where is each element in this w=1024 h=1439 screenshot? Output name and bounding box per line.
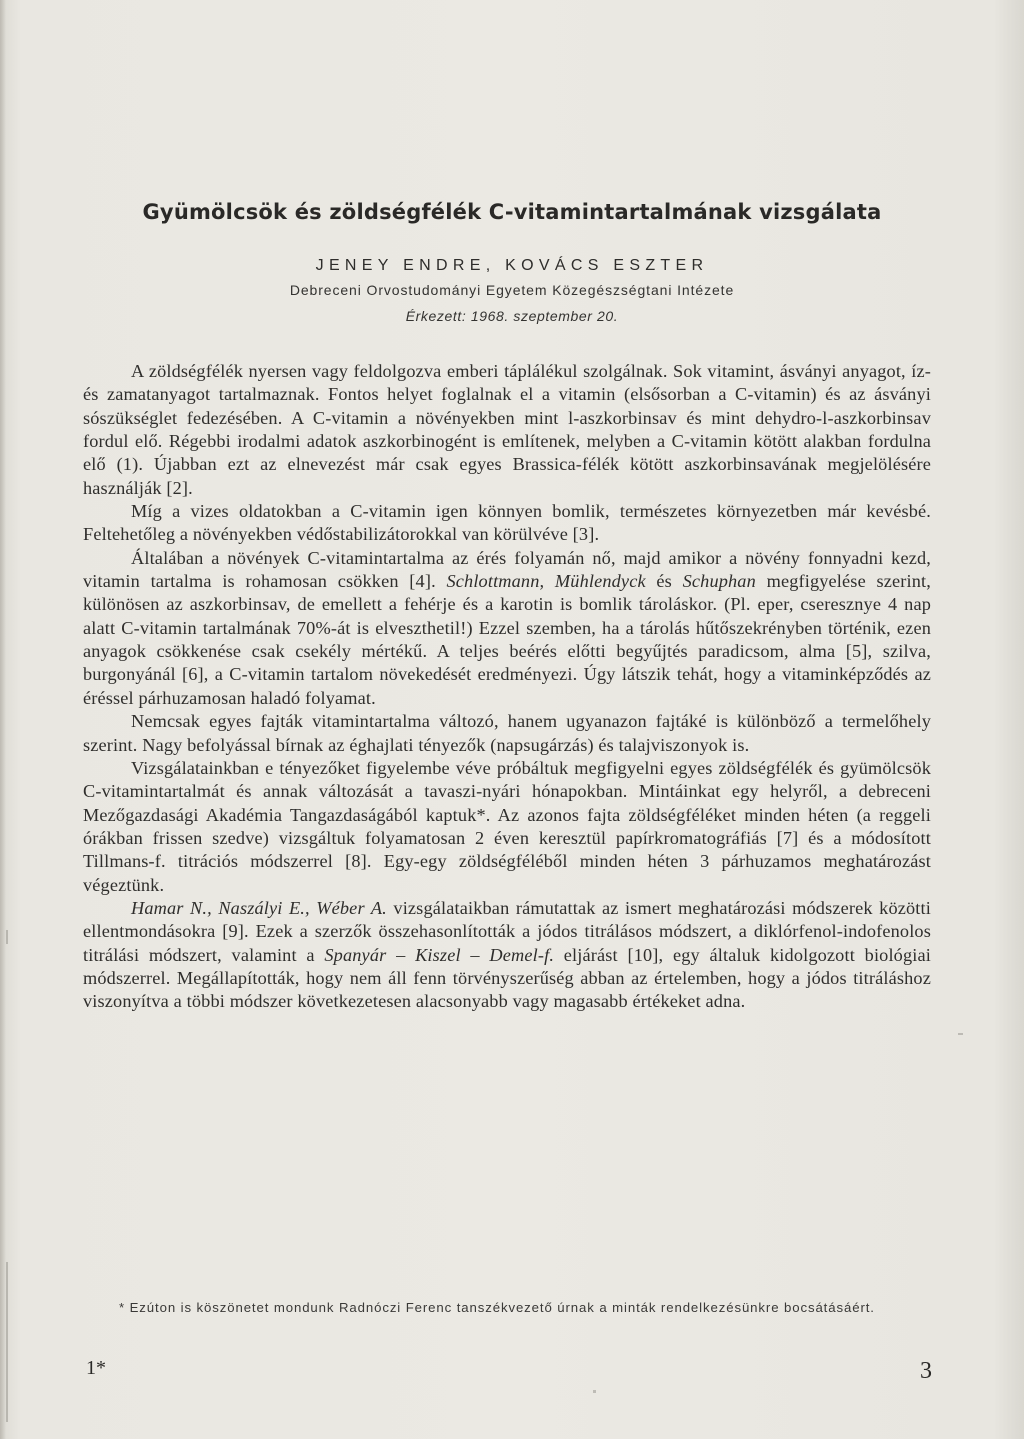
scan-speck: [593, 1390, 596, 1393]
paragraph-3-text-a: Általában a növények C-vitamintartalma az érés folyamán nő, majd amikor a növény fonnyadni kezd, vitamin tartalma is rohamosan csökken [4].: [83, 547, 931, 592]
article-received-date: Érkezett: 1968. szeptember 20.: [405, 308, 619, 324]
scan-speck: [6, 930, 8, 944]
paragraph-4: Nemcsak egyes fajták vitamintartalma változó, hanem ugyanazon fajtáké is különböző a termelőhely szerint. Nagy befolyással bírnak az éghajlati tényezők (napsugárzás) és talajviszonyok is.: [83, 711, 931, 755]
paragraph-3-authors-b: Schuphan: [682, 571, 756, 592]
article-affiliation: Debreceni Orvostudományi Egyetem Közegészségtani Intézete: [289, 282, 735, 298]
paragraph-3-text-e: megfigyelése szerint, különösen az aszkorbinsav, de emellett a fehérje és a karotin is bomlik tároláskor. (Pl. eper, cseresznye 4 nap alatt C-vitamin tartalmának 70%-át is elveszthetil!) Ezzel szemben, ha a tárolás hűtőszekrényben történik, ezen anyagok csökkenése csak csekély mértékű. A teljes beérés előtti begyűjtés paradicsom, alma [5], szilva, burgonyánál [6], a C-vitamin tartalom növekedését eredményezi. Úgy látszik tehát, hogy a vitaminképződés az éréssel párhuzamosan haladó folyamat.: [83, 571, 931, 708]
article-authors: JENEY ENDRE, KOVÁCS ESZTER: [315, 257, 709, 274]
article-body: [83, 360, 931, 1014]
scan-speck: [958, 1033, 963, 1035]
paragraph-1: A zöldségfélék nyersen vagy feldolgozva emberi táplálékul szolgálnak. Sok vitamint, ásványi anyagot, íz- és zamatanyagot tartalmaznak. Fontos helyet foglalnak el a vitamin (elsősorban a C-vitamin) és az ásványi sószükséglet fedezésében. A C-vitamin a növényekben mint l-aszkorbinsav és mint dehydro-l-aszkorbinsav fordul elő. Régebbi irodalmi adatok aszkorbinogént is említenek, melyben a C-vitamin kötött alakban fordulna elő (1). Újabban ezt az elnevezést már csak egyes Brassica-félék kötött aszkorbinsavának megjelölésére használják [2].: [83, 361, 931, 498]
paragraph-6-authors: Hamar N., Naszályi E., Wéber A.: [131, 897, 387, 918]
paragraph-3: [83, 547, 931, 710]
article-title: Gyümölcsök és zöldségfélék C-vitamintartalmának vizsgálata: [142, 200, 882, 224]
paragraph-3-authors-a: Schlottmann, Mühlendyck: [446, 571, 646, 592]
scan-speck: [6, 1262, 8, 1422]
paragraph-6-text-d: eljárást [10], egy általuk kidolgozott biológiai módszerrel. Megállapították, hogy nem áll fenn törvényszerűség abban az értelemben, hogy a jódos titráláshoz viszonyítva a többi módszer következetesen alacsonyabb vagy magasabb értékeket adna.: [83, 944, 931, 1012]
printer-signature-mark: 1*: [86, 1357, 106, 1379]
paragraph-6-method-authors: Spanyár – Kiszel – Demel-f.: [324, 944, 555, 965]
paragraph-3-text-c: és: [645, 571, 683, 592]
paragraph-2: Míg a vizes oldatokban a C-vitamin igen könnyen bomlik, természetes környezetben már kevésbé. Feltehetőleg a növényekben védőstabilizátorokkal van körülvéve [3].: [83, 501, 931, 545]
page-number: 3: [920, 1358, 932, 1384]
footnote: * Ezúton is köszönetet mondunk Radnóczi Ferenc tanszékvezető úrnak a minták rendelkezésünkre bocsátásáért.: [119, 1300, 875, 1315]
paragraph-6: [83, 897, 931, 1014]
paragraph-5: Vizsgálatainkban e tényezőket figyelembe véve próbáltuk megfigyelni egyes zöldségfélék és gyümölcsök C-vitamintartalmát és annak változását a tavaszi-nyári hónapokban. Mintáinkat egy helyről, a debreceni Mezőgazdasági Akadémia Tangazdaságából kaptuk*. Az azonos fajta zöldségféléket minden héten (a reggeli órákban frissen szedve) vizsgáltuk folyamatosan 2 éven keresztül papírkromatográfiás [7] és a módosított Tillmans-f. titrációs módszerrel [8]. Egy-egy zöldségféléből minden héten 3 párhuzamos meghatározást végeztünk.: [83, 757, 931, 895]
paragraph-6-text-b: vizsgálataikban rámutattak az ismert meghatározási módszerek közötti ellentmondásokra [9]. Ezek a szerzők összehasonlították a jódos titrálásos módszert, a diklórfenol-indofenolos titrálási módszert, valamint a: [83, 897, 931, 965]
